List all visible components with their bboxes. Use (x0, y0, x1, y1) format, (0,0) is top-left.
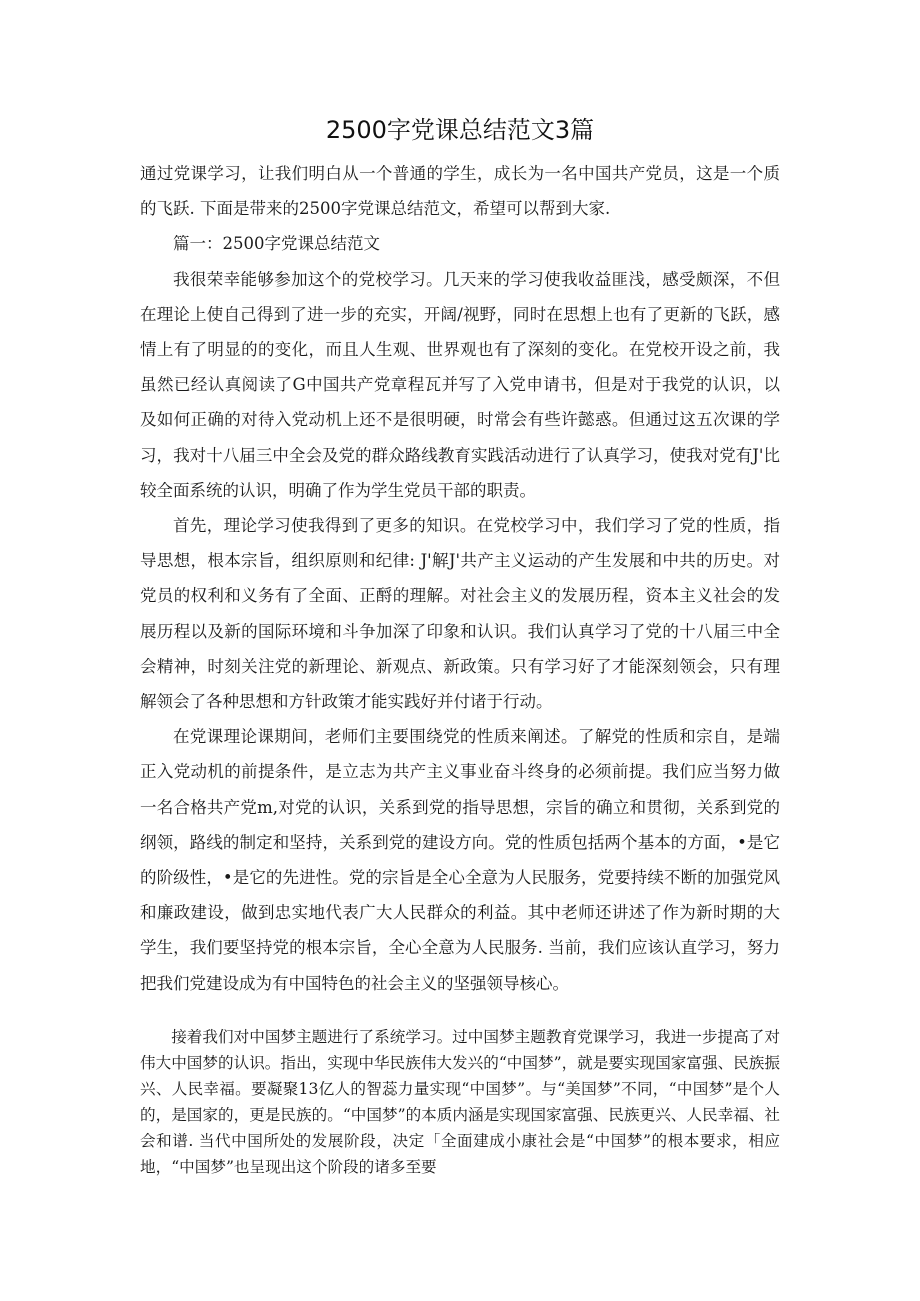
body-paragraph: 在党课理论课期间，老师们主要围绕党的性质来阐述。了解党的性质和宗自，是端正入党动机的前提条件，是立志为共产主义事业奋斗终身的必须前提。我们应当努力做一名合格共产党m,对党的认识，关系到党的指导思想，宗旨的确立和贯彻，关系到党的纲领，路线的制定和坚持，关系到党的建设方向。党的性质包括两个基本的方面，•是它的阶级性，•是它的先进性。党的宗旨是全心全意为人民服务，党要持续不断的加强党风和廉政建设，做到忠实地代表广大人民群众的利益。其中老师还讲述了作为新时期的大学生，我们要坚持党的根本宗旨，全心全意为人民服务. 当前，我们应该认直学习，努力把我们党建设成为有中国特色的社会主义的坚强领导核心。 (140, 727, 780, 993)
intro-paragraph: 通过党课学习，让我们明白从一个普通的学生，成长为一名中国共产党员，这是一个质的飞跃. 下面是带来的2500字党课总结范文，希望可以帮到大家. (140, 164, 780, 219)
document-title: 2500字党课总结范文3篇 (325, 116, 595, 144)
section-heading: 篇一：2500字党课总结范文 (173, 234, 380, 254)
document-body (140, 156, 780, 1001)
body-paragraph-last: 接着我们对中国梦主题进行了系统学习。过中国梦主题教育党课学习，我进一步提高了对伟大中国梦的认识。指出，实现中华民族伟大发兴的“中国梦”，就是要实现国家富强、民族振兴、人民幸福。要凝聚13亿人的智蕊力量实现“中国梦”。与“美国梦”不同，“中国梦”是个人的，是国家的，更是民族的。“中国梦”的本质内涵是实现国家富强、民族更兴、人民幸福、社会和谱. 当代中国所处的发展阶段，决定「全面建成小康社会是“中国梦”的根本要求，相应地，“中国梦”也呈现出这个阶段的诸多至要 (140, 1028, 780, 1176)
body-paragraph: 首先，理论学习使我得到了更多的知识。在党校学习中，我们学习了党的性质，指导思想，根本宗旨，组织原则和纪律: J'解J'共产主义运动的产生发展和中共的历史。对党员的权利和义务有了全面、正酹的理解。对社会主义的发展历程，资本主义社会的发展历程以及新的国际环境和斗争加深了印象和认识。我们认真学习了党的十八届三中全会精神，时刻关注党的新理论、新观点、新政策。只有学习好了才能深刻领会，只有理解领会了各种思想和方针政策才能实践好并付诸于行动。 (140, 516, 780, 712)
body-paragraph: 我很荣幸能够参加这个的党校学习。几天来的学习使我收益匪浅，感受颇深，不但在理论上使自己得到了进一步的充实，开阔/视野，同时在思想上也有了更新的飞跃，感情上有了明显的的变化，而且人生观、世界观也有了深刻的变化。在党校开设之前，我虽然已经认真阅读了G中国共产党章程瓦并写了入党申请书，但是对于我党的认识，以及如何正确的对待入党动机上还不是很明硬，时常会有些许懿惑。但通过这五次课的学习，我对十八届三中全会及党的群众路线教育实践活动进行了认真学习，使我对党有J'比较全面系统的认识，明确了作为学生党员干部的职责。 (140, 269, 780, 500)
